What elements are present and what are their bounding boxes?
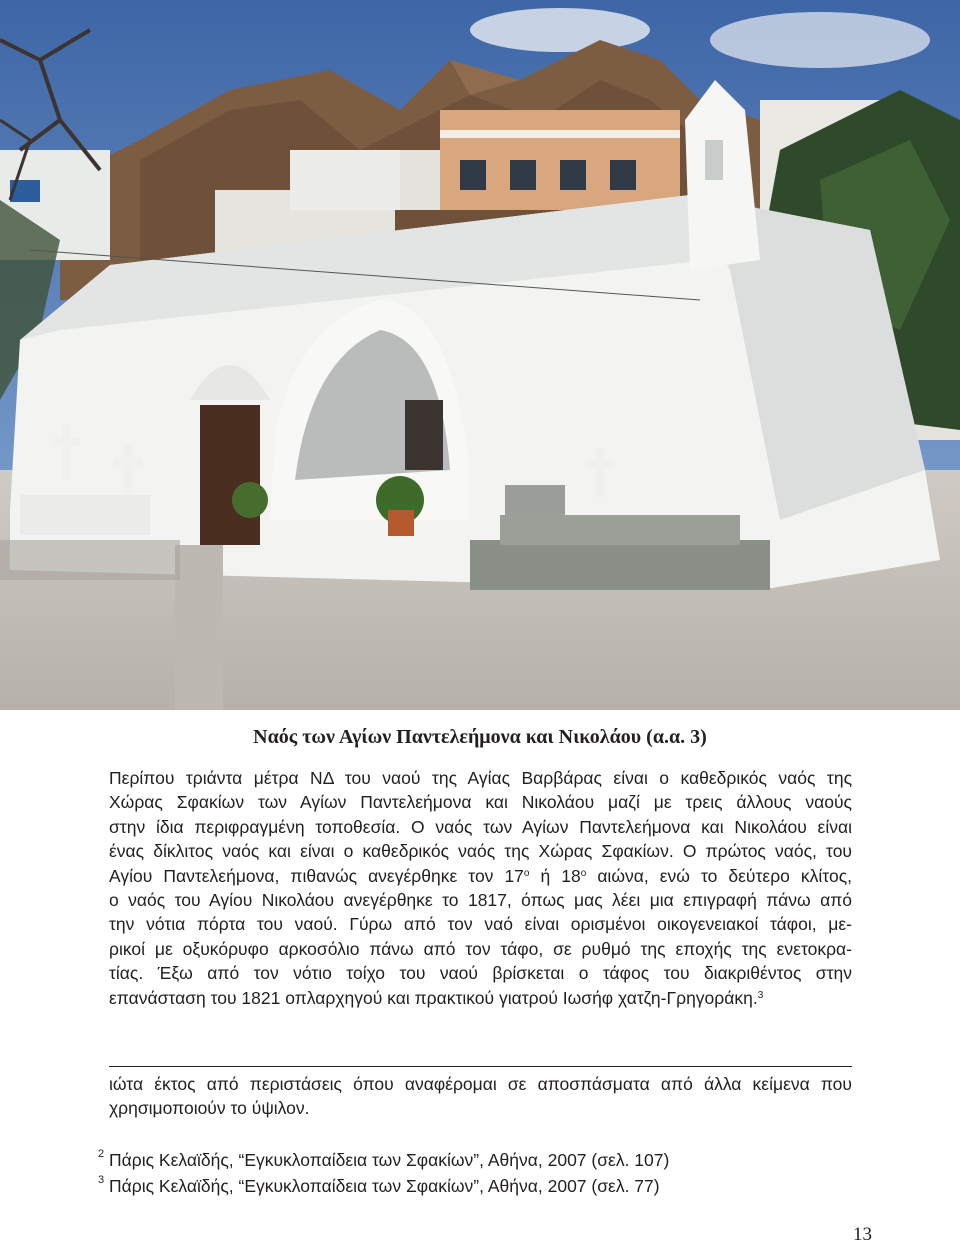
footnote-separator — [109, 1066, 852, 1067]
footnote-ref: 3 — [757, 989, 764, 1001]
paragraph-line: Χώρας Σφακίων των Αγίων Παντελεήμονα και Νικολάου μαζί με τρεις άλλους ναούς — [109, 792, 852, 813]
photo-caption: Ναός των Αγίων Παντελεήμονα και Νικολάου (α.α. 3) — [253, 726, 707, 748]
paragraph-line: ένας δίκλιτος ναός και είναι ο καθεδρικός ναός της Χώρας Σφακίων. Ο πρώτος ναός, του — [109, 841, 852, 862]
paragraph-line — [109, 986, 852, 1010]
footnote-line: ιώτα έκτος από περιστάσεις όπου αναφέρομαι σε αποσπάσματα από άλλα κείμενα που — [109, 1074, 852, 1094]
footnote-line: χρησιμοποιούν το ύψιλον. — [109, 1098, 310, 1119]
paragraph-line: ο ναός του Αγίου Νικολάου ανεγέρθηκε το 1817, όπως μας λέει μια επιγραφή πάνω από — [109, 890, 852, 911]
footnote-2 — [98, 1150, 669, 1171]
paragraph-text: επανάσταση του 1821 οπλαρχηγού και πρακτικού γιατρού Ιωσήφ χατζη-Γρηγοράκη. — [109, 987, 758, 1008]
paragraph-line — [109, 864, 852, 888]
footnote-continued — [109, 1072, 852, 1121]
footnote-number: 2 — [98, 1148, 105, 1160]
page-number: 13 — [853, 1224, 872, 1245]
paragraph-line: ρικοί με οξυκόρυφο αρκοσόλιο πάνω από τον τάφο, σε ρυθμό της εποχής της ενετοκρα- — [109, 938, 852, 959]
paragraph-line: τίας. Έξω από τον νότιο τοίχο του ναού βρίσκεται ο τάφος του διακριθέντος στην — [109, 963, 852, 984]
paragraph-text: Αγίου Παντελεήμονα, πιθανώς ανεγέρθηκε τον 17 — [109, 865, 524, 886]
paragraph-line: στην ίδια περιφραγμένη τοποθεσία. Ο ναός των Αγίων Παντελεήμονα και Νικολάου είναι — [109, 816, 852, 837]
footnote-3 — [98, 1176, 660, 1197]
paragraph-text: ή 18 — [529, 865, 581, 886]
footnote-text: Πάρις Κελαϊδής, “Εγκυκλοπαίδεια των Σφακίων”, Αθήνα, 2007 (σελ. 77) — [109, 1176, 660, 1196]
footnote-number: 3 — [98, 1174, 105, 1186]
paragraph-line: Περίπου τριάντα μέτρα ΝΔ του ναού της Αγίας Βαρβάρας είναι ο καθεδρικός ναός της — [109, 768, 852, 788]
footnote-text: Πάρις Κελαϊδής, “Εγκυκλοπαίδεια των Σφακίων”, Αθήνα, 2007 (σελ. 107) — [109, 1150, 670, 1170]
paragraph-line: την νότια πόρτα του ναού. Γύρω από τον ναό είναι ορισμένοι οικογενειακοί τάφοι, με- — [109, 914, 852, 935]
main-paragraph — [109, 766, 852, 1010]
paragraph-text: αιώνα, ενώ το δεύτερο κλίτος, — [586, 865, 853, 886]
superscript: ο — [523, 867, 530, 879]
superscript: ο — [580, 867, 587, 879]
